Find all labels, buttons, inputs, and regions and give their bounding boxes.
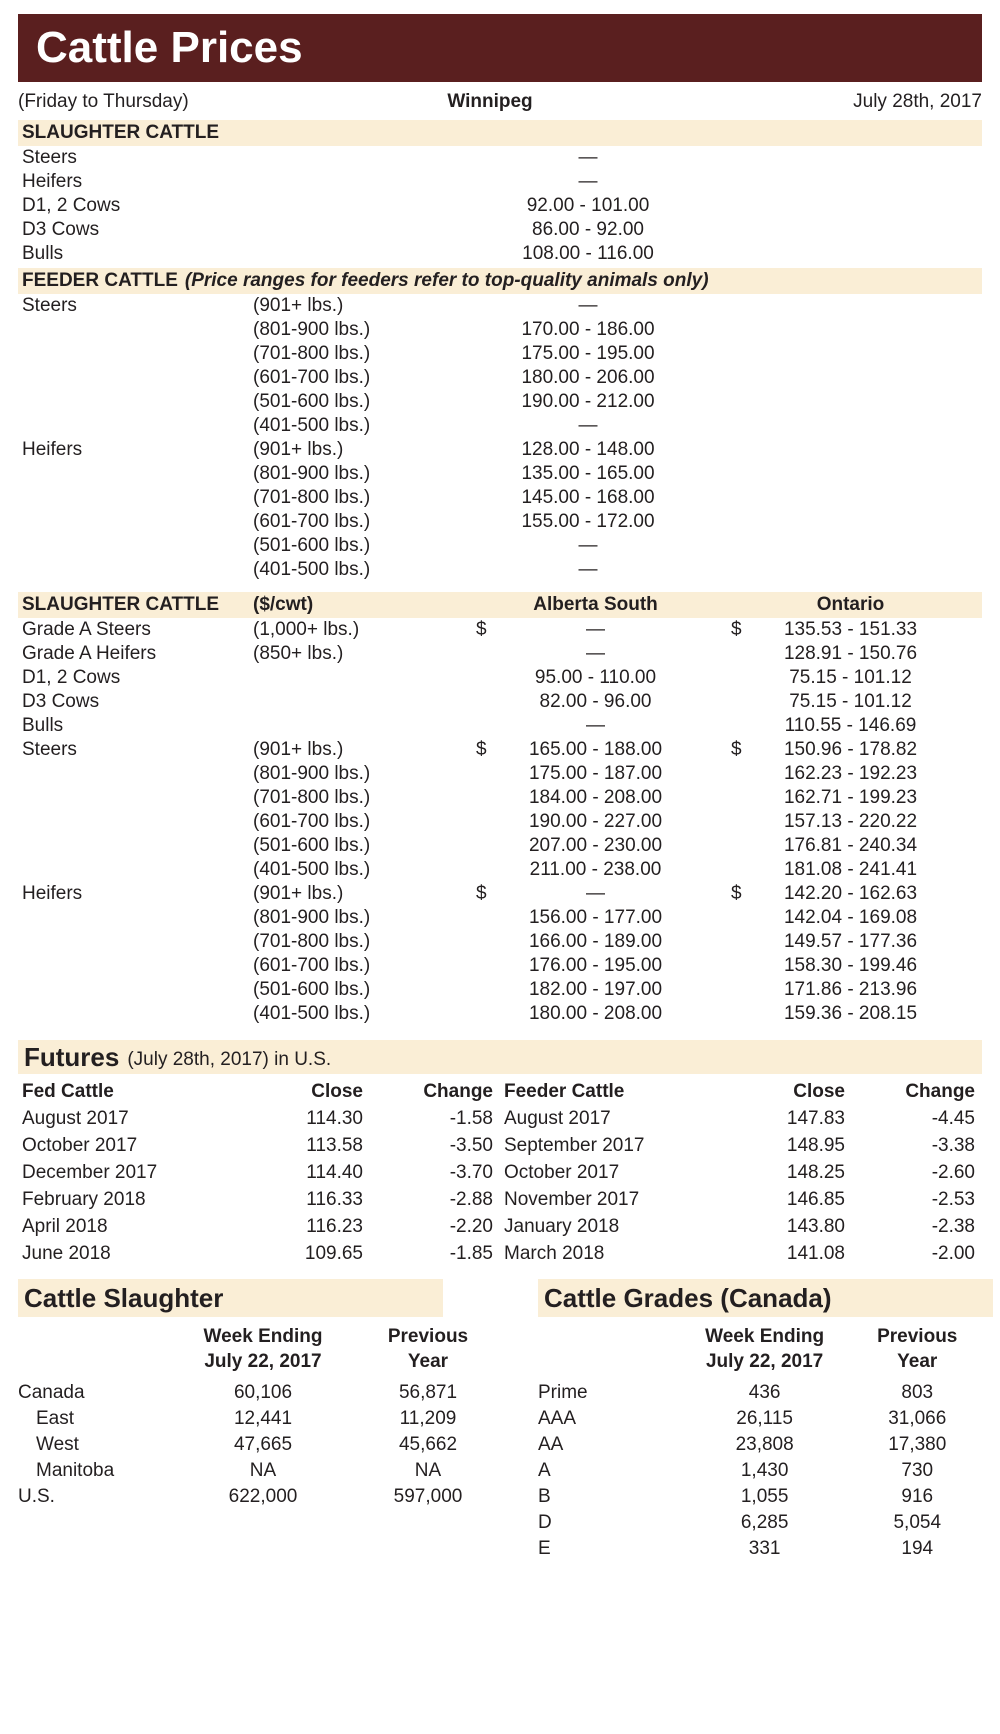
regional-row-weight: (501-600 lbs.) [253,979,371,1000]
grades-row-week: 331 [748,1538,781,1560]
cattle-grades-week-line1: Week Ending [705,1326,825,1347]
regional-row-ontario: 157.13 - 220.22 [783,811,918,832]
slaughter-table-row [18,1458,500,1484]
futures-feeder-column [500,1078,982,1267]
regional-row-weight: (601-700 lbs.) [253,811,371,832]
winnipeg-feeder-value: 155.00 - 172.00 [521,511,655,532]
winnipeg-feeder-value: — [578,559,598,580]
grades-row-prev: 730 [901,1460,934,1482]
slaughter-table-row [18,1484,500,1510]
regional-row-weight: (601-700 lbs.) [253,955,371,976]
cattle-grades-week-line2: July 22, 2017 [705,1350,824,1372]
winnipeg-slaughter-value: — [578,147,598,168]
futures-feeder-change: -2.00 [931,1242,975,1264]
futures-feeder-close: 148.25 [786,1161,845,1183]
cattle-grades-title: Cattle Grades (Canada) [538,1279,993,1317]
winnipeg-feeder-weight: (601-700 lbs.) [253,511,371,532]
grades-row-name: B [538,1486,551,1508]
regional-row-ontario: 181.08 - 241.41 [783,859,918,880]
grades-row-week: 6,285 [740,1512,789,1534]
regional-row-alberta: 82.00 - 96.00 [539,691,652,712]
regional-unit: ($/cwt) [253,594,314,615]
header-meta [18,88,982,116]
grades-row-week: 1,055 [740,1486,789,1508]
futures-title: Futures [24,1041,120,1072]
futures-feeder-close-header: Close [793,1080,845,1102]
slaughter-row-name: East [36,1408,75,1430]
winnipeg-slaughter-value: 92.00 - 101.00 [526,195,650,216]
futures-feeder-change: -3.38 [931,1134,975,1156]
futures-fed-row [18,1213,500,1240]
cattle-slaughter-week-header [168,1325,358,1374]
futures-fed-close: 114.40 [306,1161,363,1183]
grades-row-name: AAA [538,1408,577,1430]
regional-row-ontario: $ 150.96 - 178.82 [731,739,918,760]
futures-fed-name: June 2018 [22,1242,111,1264]
regional-row-ontario: 128.91 - 150.76 [783,643,918,664]
futures-fed-header-row [18,1078,500,1105]
grades-row-prev: 916 [901,1486,934,1508]
futures-feeder-close: 143.80 [786,1215,845,1237]
winnipeg-feeder-row [18,534,982,558]
winnipeg-slaughter-label: D3 Cows [22,219,100,240]
regional-row [18,858,982,882]
slaughter-table-row [18,1380,500,1406]
winnipeg-feeder-weight: (801-900 lbs.) [253,319,371,340]
grades-table-row [538,1510,982,1536]
winnipeg-feeder-row [18,318,982,342]
regional-row-alberta: $ 165.00 - 188.00 [476,739,663,760]
futures-fed-change: -3.70 [449,1161,493,1183]
grades-row-name: E [538,1538,551,1560]
winnipeg-slaughter-label: Bulls [22,243,64,264]
winnipeg-feeder-row [18,366,982,390]
winnipeg-feeder-row [18,510,982,534]
winnipeg-slaughter-row [18,218,982,242]
futures-feeder-name: October 2017 [504,1161,620,1183]
cattle-grades-prev-header [853,1325,983,1374]
grades-table-row [538,1380,982,1406]
slaughter-row-prev: NA [414,1460,442,1482]
currency-symbol: $ [731,739,742,760]
futures-fed-name: October 2017 [22,1134,138,1156]
futures-fed-close: 109.65 [304,1242,363,1264]
regional-row [18,690,982,714]
regional-row-label: Heifers [22,883,83,904]
winnipeg-feeder-weight: (701-800 lbs.) [253,343,371,364]
futures-fed-column [18,1078,500,1267]
regional-row-weight: (850+ lbs.) [253,643,344,664]
regional-row-alberta: 184.00 - 208.00 [528,787,663,808]
grades-row-week: 436 [748,1382,781,1404]
slaughter-row-week: 12,441 [233,1408,293,1430]
regional-row [18,810,982,834]
slaughter-row-name: West [36,1434,79,1456]
winnipeg-slaughter-rows [0,146,1000,266]
regional-row-alberta: — [586,715,605,736]
regional-row-weight: (701-800 lbs.) [253,787,371,808]
winnipeg-slaughter-row [18,194,982,218]
regional-row-label: Grade A Heifers [22,643,157,664]
regional-row-ontario: 159.36 - 208.15 [783,1003,918,1024]
regional-row-alberta: 166.00 - 189.00 [528,931,663,952]
winnipeg-feeder-weight: (501-600 lbs.) [253,391,371,412]
grades-table-row [538,1458,982,1484]
winnipeg-feeder-row [18,390,982,414]
regional-row-ontario: 75.15 - 101.12 [789,667,912,688]
regional-row-ontario: 162.71 - 199.23 [783,787,918,808]
regional-rows [0,618,1000,1026]
winnipeg-slaughter-value: 86.00 - 92.00 [532,219,644,240]
grades-row-prev: 194 [901,1538,934,1560]
futures-fed-name: August 2017 [22,1107,129,1129]
bottom-tables [18,1279,982,1562]
grades-row-prev: 5,054 [893,1512,942,1534]
futures-fed-close-header: Close [311,1080,363,1102]
futures-subtitle: (July 28th, 2017) in U.S. [127,1048,332,1070]
winnipeg-feeder-value: 190.00 - 212.00 [521,391,655,412]
cattle-slaughter-prev-line1: Previous [387,1326,469,1347]
regional-row-label: Grade A Steers [22,619,151,640]
regional-row-alberta: $ — [476,619,605,640]
futures-feeder-name: September 2017 [504,1134,645,1156]
winnipeg-feeder-row [18,342,982,366]
grades-row-name: Prime [538,1382,588,1404]
grades-row-name: D [538,1512,552,1534]
futures-fed-close: 113.58 [306,1134,363,1156]
regional-row [18,978,982,1002]
futures-feeder-name: August 2017 [504,1107,611,1129]
futures-feeder-change: -4.45 [931,1107,975,1129]
slaughter-row-name: Canada [18,1382,85,1404]
winnipeg-slaughter-value: 108.00 - 116.00 [522,243,654,264]
currency-symbol: $ [476,739,487,760]
winnipeg-slaughter-value: — [578,171,598,192]
regional-row-ontario: 142.04 - 169.08 [783,907,918,928]
regional-row-ontario: 162.23 - 192.23 [783,763,918,784]
futures-feeder-row [500,1240,982,1267]
winnipeg-feeder-title: FEEDER CATTLE [22,270,178,291]
winnipeg-slaughter-label: Heifers [22,171,83,192]
regional-row-alberta: — [586,643,605,664]
futures-fed-name: February 2018 [22,1188,146,1210]
regional-title: SLAUGHTER CATTLE [22,594,220,615]
futures-feeder-row [500,1132,982,1159]
grades-table-row [538,1406,982,1432]
regional-row-ontario: 149.57 - 177.36 [783,931,918,952]
winnipeg-feeder-row [18,294,982,318]
winnipeg-feeder-weight: (501-600 lbs.) [253,535,371,556]
futures-fed-name: April 2018 [22,1215,108,1237]
slaughter-table-row [18,1432,500,1458]
grades-row-name: AA [538,1434,564,1456]
futures-fed-name: December 2017 [22,1161,158,1183]
cattle-slaughter-prev-line2: Year [407,1350,449,1372]
cattle-prices-page [0,14,1000,1734]
futures-fed-row [18,1132,500,1159]
grades-table-row [538,1536,982,1562]
futures-feeder-name: January 2018 [504,1215,620,1237]
report-date: July 28th, 2017 [853,91,982,112]
futures-feeder-change: -2.38 [931,1215,975,1237]
regional-row-weight: (501-600 lbs.) [253,835,371,856]
regional-row-alberta: 156.00 - 177.00 [528,907,663,928]
regional-row-ontario: 171.86 - 213.96 [783,979,918,1000]
regional-row-ontario: 110.55 - 146.69 [784,715,917,736]
currency-symbol: $ [476,883,487,904]
regional-row-alberta: 175.00 - 187.00 [528,763,663,784]
regional-row-weight: (701-800 lbs.) [253,931,371,952]
cattle-slaughter-prev-header [358,1325,498,1374]
futures-fed-name-header: Fed Cattle [22,1080,114,1102]
regional-row [18,714,982,738]
slaughter-row-prev: 597,000 [393,1486,463,1508]
regional-row-alberta: 207.00 - 230.00 [528,835,663,856]
currency-symbol: $ [731,619,742,640]
regional-row-weight: (801-900 lbs.) [253,763,371,784]
regional-row-weight: (901+ lbs.) [253,739,344,760]
winnipeg-feeder-value: — [578,295,598,316]
regional-row-label: D3 Cows [22,691,100,712]
regional-row-ontario: $ 142.20 - 162.63 [731,883,918,904]
futures-feeder-name: March 2018 [504,1242,605,1264]
cattle-slaughter-header-row [18,1317,500,1374]
futures-header [18,1040,982,1074]
regional-row-label: Steers [22,739,77,760]
futures-fed-close: 114.30 [306,1107,363,1129]
winnipeg-feeder-weight: (801-900 lbs.) [253,463,371,484]
futures-fed-row [18,1159,500,1186]
grades-table-row [538,1432,982,1458]
regional-row [18,738,982,762]
currency-symbol: $ [476,619,487,640]
regional-row-alberta: 180.00 - 208.00 [528,1003,663,1024]
grades-row-prev: 17,380 [888,1434,947,1456]
futures-fed-change-header: Change [423,1080,493,1102]
cattle-grades-header-row [538,1317,982,1374]
futures-fed-row [18,1105,500,1132]
winnipeg-feeder-value: 180.00 - 206.00 [521,367,655,388]
regional-row-ontario: 75.15 - 101.12 [789,691,912,712]
winnipeg-feeder-weight: (601-700 lbs.) [253,367,371,388]
regional-col-ontario: Ontario [816,594,885,615]
futures-feeder-row [500,1159,982,1186]
regional-header [18,592,982,618]
regional-row [18,834,982,858]
regional-row-weight: (801-900 lbs.) [253,907,371,928]
winnipeg-feeder-value: 128.00 - 148.00 [521,439,655,460]
regional-row-label: Bulls [22,715,64,736]
slaughter-table-row [18,1406,500,1432]
futures-fed-change: -1.85 [449,1242,493,1264]
winnipeg-slaughter-row [18,170,982,194]
futures-fed-change: -1.58 [449,1107,493,1129]
regional-row-alberta: 95.00 - 110.00 [534,667,657,688]
cattle-grades-table [500,1279,982,1562]
regional-row [18,762,982,786]
futures-feeder-close: 147.83 [786,1107,845,1129]
regional-row [18,666,982,690]
grades-table-row [538,1484,982,1510]
cattle-slaughter-table [18,1279,500,1562]
regional-row-weight: (1,000+ lbs.) [253,619,360,640]
grades-row-name: A [538,1460,551,1482]
grades-row-prev: 31,066 [888,1408,947,1430]
winnipeg-feeder-header [18,268,982,294]
futures-fed-change: -2.88 [449,1188,493,1210]
regional-row [18,882,982,906]
futures-fed-row [18,1240,500,1267]
winnipeg-slaughter-row [18,146,982,170]
futures-fed-row [18,1186,500,1213]
futures-feeder-row [500,1213,982,1240]
futures-fed-close: 116.33 [306,1188,363,1210]
grades-row-prev: 803 [901,1382,934,1404]
slaughter-row-week: NA [249,1460,277,1482]
regional-row [18,930,982,954]
slaughter-row-prev: 56,871 [398,1382,458,1404]
futures-fed-close: 116.23 [306,1215,363,1237]
winnipeg-slaughter-header [18,120,982,146]
winnipeg-feeder-row [18,558,982,582]
slaughter-row-prev: 45,662 [398,1434,458,1456]
regional-row-alberta: 211.00 - 238.00 [529,859,662,880]
regional-row-ontario: $ 135.53 - 151.33 [731,619,918,640]
cattle-grades-blank-header [538,1325,677,1374]
winnipeg-feeder-weight: (901+ lbs.) [253,439,344,460]
winnipeg-slaughter-label: Steers [22,147,77,168]
winnipeg-feeder-weight: (701-800 lbs.) [253,487,371,508]
regional-row-alberta: 176.00 - 195.00 [528,955,663,976]
winnipeg-slaughter-label: D1, 2 Cows [22,195,121,216]
winnipeg-feeder-row [18,414,982,438]
regional-col-alberta: Alberta South [533,594,658,615]
winnipeg-feeder-value: — [578,415,598,436]
slaughter-row-name: U.S. [18,1486,55,1508]
page-title-bar [18,14,982,82]
regional-row-alberta: 190.00 - 227.00 [528,811,663,832]
futures-feeder-change: -2.53 [931,1188,975,1210]
slaughter-row-week: 47,665 [233,1434,293,1456]
winnipeg-feeder-label: Steers [22,295,77,316]
futures-feeder-close: 146.85 [786,1188,845,1210]
regional-row [18,954,982,978]
winnipeg-feeder-label: Heifers [22,439,83,460]
winnipeg-feeder-value: 145.00 - 168.00 [521,487,655,508]
grades-row-week: 26,115 [736,1408,793,1430]
regional-row-weight: (901+ lbs.) [253,883,344,904]
period-label: (Friday to Thursday) [18,91,189,112]
winnipeg-feeder-value: 170.00 - 186.00 [521,319,655,340]
cattle-grades-week-header [677,1325,853,1374]
winnipeg-feeder-row [18,462,982,486]
winnipeg-feeder-row [18,486,982,510]
winnipeg-feeder-row [18,438,982,462]
futures-feeder-change: -2.60 [931,1161,975,1183]
futures-feeder-change-header: Change [905,1080,975,1102]
slaughter-row-week: 60,106 [233,1382,293,1404]
cattle-slaughter-blank-header [18,1325,168,1374]
regional-row [18,1002,982,1026]
winnipeg-slaughter-title: SLAUGHTER CATTLE [22,122,220,143]
cattle-slaughter-title: Cattle Slaughter [18,1279,443,1317]
market-label: Winnipeg [447,91,533,112]
winnipeg-feeder-value: 175.00 - 195.00 [521,343,655,364]
grades-row-week: 1,430 [740,1460,789,1482]
futures-grid [18,1078,982,1267]
futures-feeder-row [500,1186,982,1213]
winnipeg-feeder-value: — [578,535,598,556]
winnipeg-feeder-note: (Price ranges for feeders refer to top-quality animals only) [184,270,709,291]
regional-row-weight: (401-500 lbs.) [253,859,371,880]
cattle-grades-prev-line2: Year [897,1350,938,1372]
regional-row [18,786,982,810]
grades-row-week: 23,808 [735,1434,794,1456]
regional-row-label: D1, 2 Cows [22,667,121,688]
winnipeg-feeder-rows [0,294,1000,582]
futures-feeder-row [500,1105,982,1132]
winnipeg-feeder-value: 135.00 - 165.00 [521,463,655,484]
cattle-slaughter-week-line2: July 22, 2017 [204,1350,322,1372]
futures-feeder-close: 141.08 [786,1242,845,1264]
futures-feeder-name: November 2017 [504,1188,640,1210]
cattle-slaughter-week-line1: Week Ending [203,1326,323,1347]
regional-row [18,618,982,642]
futures-feeder-close: 148.95 [786,1134,845,1156]
currency-symbol: $ [731,883,742,904]
futures-fed-change: -2.20 [449,1215,493,1237]
regional-row-ontario: 176.81 - 240.34 [783,835,918,856]
page-title: Cattle Prices [36,23,303,72]
futures-feeder-header-row [500,1078,982,1105]
regional-row-ontario: 158.30 - 199.46 [783,955,918,976]
regional-row-weight: (401-500 lbs.) [253,1003,371,1024]
slaughter-row-prev: 11,209 [399,1408,457,1430]
winnipeg-slaughter-row [18,242,982,266]
regional-row [18,642,982,666]
futures-fed-change: -3.50 [449,1134,493,1156]
winnipeg-feeder-weight: (901+ lbs.) [253,295,344,316]
winnipeg-feeder-weight: (401-500 lbs.) [253,415,371,436]
regional-row-alberta: $ — [476,883,605,904]
slaughter-row-name: Manitoba [36,1460,115,1482]
futures-feeder-name-header: Feeder Cattle [504,1080,625,1102]
cattle-grades-prev-line1: Previous [877,1326,958,1347]
slaughter-row-week: 622,000 [228,1486,298,1508]
regional-row [18,906,982,930]
winnipeg-feeder-weight: (401-500 lbs.) [253,559,371,580]
regional-row-alberta: 182.00 - 197.00 [528,979,663,1000]
